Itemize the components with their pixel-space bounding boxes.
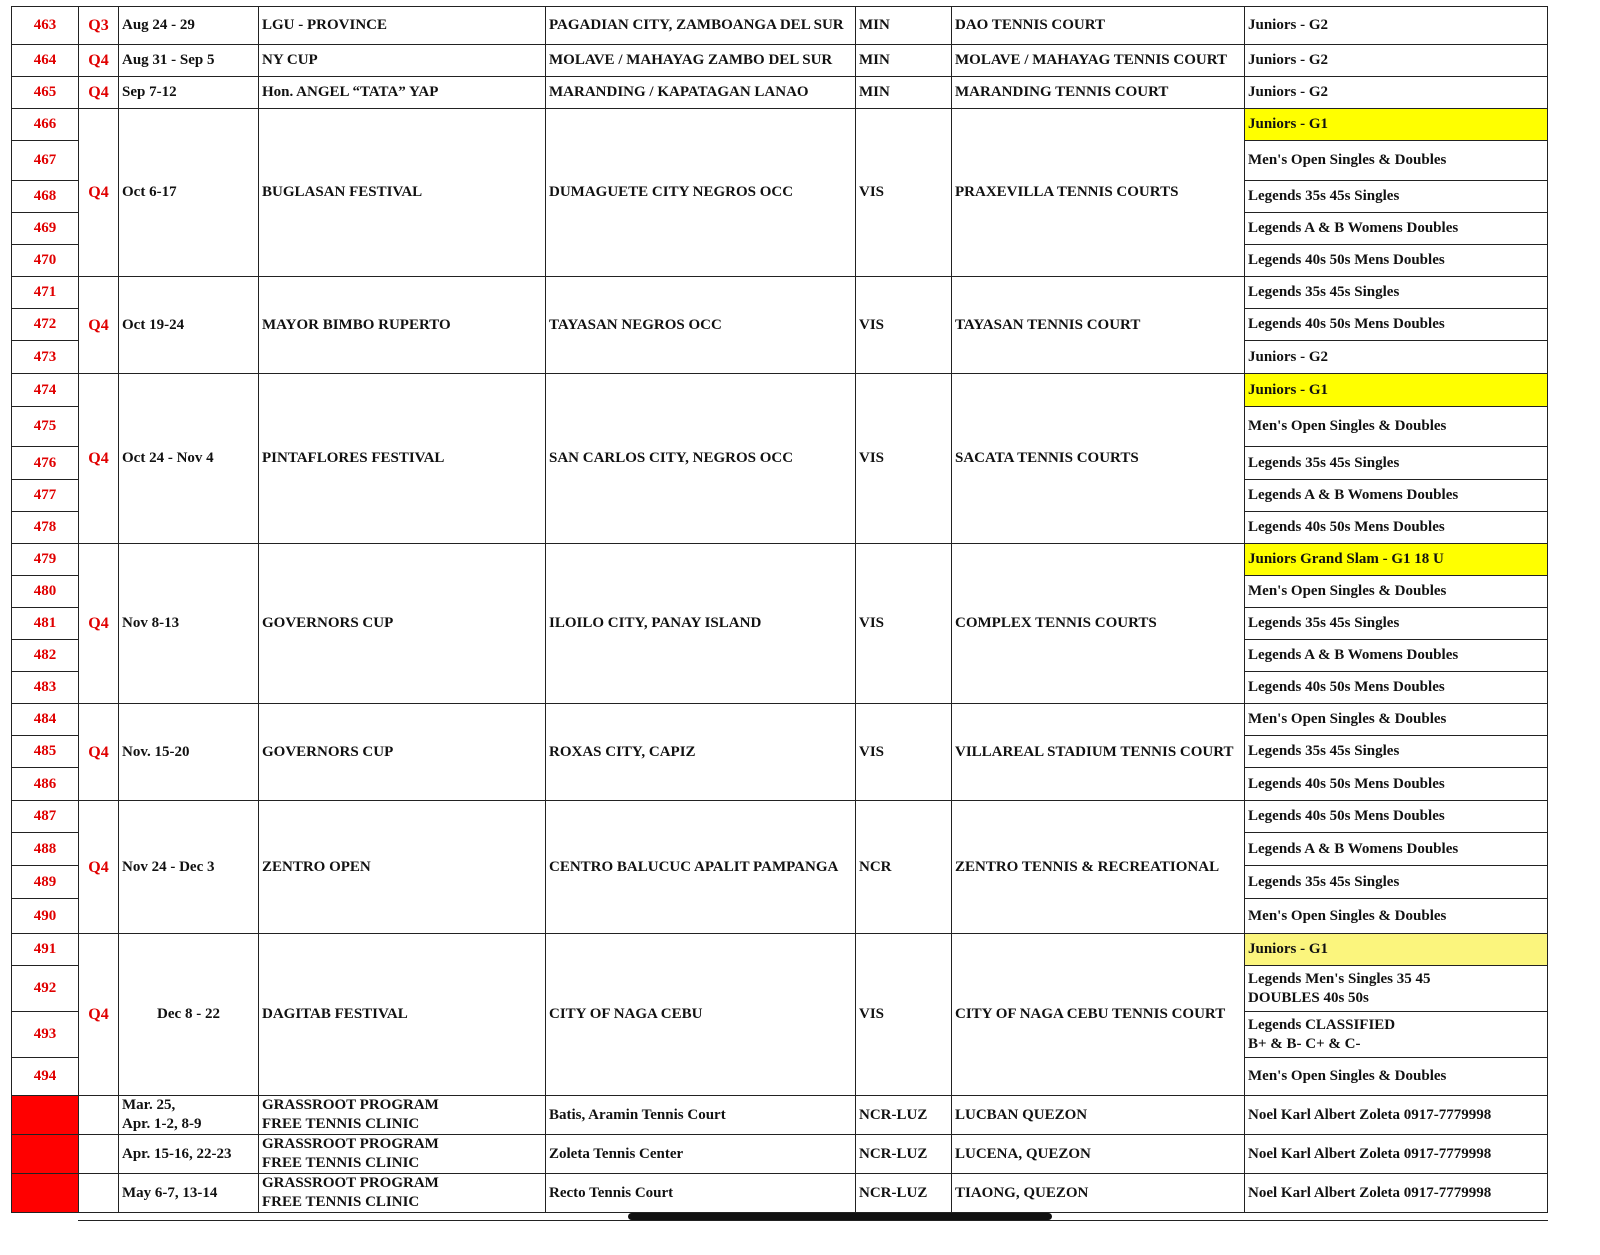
clinic-dates-line: Mar. 25, <box>122 1097 176 1113</box>
venue: VILLAREAL STADIUM TENNIS COURT <box>952 704 1245 801</box>
event-category-line: Legends 40s 50s Mens Doubles <box>1248 775 1445 792</box>
event-category-line: Juniors - G2 <box>1248 84 1329 100</box>
clinic-program-line: FREE TENNIS CLINIC <box>262 1155 420 1171</box>
event-dates: Dec 8 - 22 <box>119 934 259 1096</box>
bottom-border <box>78 1220 1548 1221</box>
region-code: VIS <box>856 934 952 1096</box>
region-code: VIS <box>856 704 952 801</box>
event-category-line: Legends A & B Womens Doubles <box>1248 487 1459 503</box>
event-category-line: Men's Open Singles & Doubles <box>1248 711 1447 727</box>
event-number: 471 <box>12 277 79 309</box>
event-category <box>1245 966 1548 1012</box>
clinic-program <box>259 1174 546 1213</box>
event-category <box>1245 7 1548 45</box>
event-category <box>1245 736 1548 768</box>
event-category-line: Legends A & B Womens Doubles <box>1248 647 1459 663</box>
event-number: 473 <box>12 341 79 374</box>
event-number: 479 <box>12 544 79 576</box>
schedule-row <box>12 45 1548 77</box>
event-category-line: Juniors Grand Slam - G1 18 U <box>1248 551 1444 567</box>
event-number: 481 <box>12 608 79 640</box>
event-number: 487 <box>12 801 79 833</box>
event-category-line: Juniors - G1 <box>1248 381 1329 398</box>
venue: ZENTRO TENNIS & RECREATIONAL <box>952 801 1245 934</box>
event-category <box>1245 407 1548 447</box>
event-number: 486 <box>12 768 79 801</box>
event-category-line: Legends 35s 45s Singles <box>1248 615 1400 631</box>
event-category <box>1245 77 1548 109</box>
event-dates: Sep 7-12 <box>119 77 259 109</box>
venue: COMPLEX TENNIS COURTS <box>952 544 1245 704</box>
red-marker <box>12 1096 79 1135</box>
tournament-title: LGU - PROVINCE <box>259 7 546 45</box>
region-code: VIS <box>856 277 952 374</box>
quarter: Q4 <box>79 801 119 934</box>
clinic-dates <box>119 1135 259 1174</box>
region-code: NCR <box>856 801 952 934</box>
event-number: 476 <box>12 447 79 480</box>
contact-person: Noel Karl Albert Zoleta 0917-7779998 <box>1245 1096 1548 1135</box>
quarter: Q4 <box>79 934 119 1096</box>
event-category-line: Legends A & B Womens Doubles <box>1248 840 1459 857</box>
event-category <box>1245 672 1548 704</box>
event-category-line: Juniors - G2 <box>1248 17 1329 33</box>
tournament-title: DAGITAB FESTIVAL <box>259 934 546 1096</box>
schedule-row <box>12 109 1548 141</box>
event-category <box>1245 512 1548 544</box>
tournament-title: GOVERNORS CUP <box>259 544 546 704</box>
event-number: 467 <box>12 141 79 181</box>
event-category <box>1245 576 1548 608</box>
event-category <box>1245 447 1548 480</box>
event-number: 470 <box>12 245 79 277</box>
quarter-empty <box>79 1096 119 1135</box>
region-code: VIS <box>856 374 952 544</box>
schedule-row <box>12 374 1548 407</box>
scroll-indicator[interactable] <box>628 1213 1052 1220</box>
venue: MARANDING TENNIS COURT <box>952 77 1245 109</box>
event-category <box>1245 866 1548 899</box>
quarter: Q4 <box>79 704 119 801</box>
event-category-line: Legends 35s 45s Singles <box>1248 873 1400 890</box>
event-number: 478 <box>12 512 79 544</box>
tournament-location: SAN CARLOS CITY, NEGROS OCC <box>546 374 856 544</box>
venue: PRAXEVILLA TENNIS COURTS <box>952 109 1245 277</box>
clinic-dates-line: Apr. 1-2, 8-9 <box>122 1116 202 1132</box>
event-category-line: B+ & B- C+ & C- <box>1248 1035 1361 1052</box>
event-number: 485 <box>12 736 79 768</box>
quarter-empty <box>79 1174 119 1213</box>
event-number: 483 <box>12 672 79 704</box>
event-number: 477 <box>12 480 79 512</box>
tournament-location: MARANDING / KAPATAGAN LANAO <box>546 77 856 109</box>
event-number: 492 <box>12 966 79 1012</box>
quarter: Q4 <box>79 277 119 374</box>
clinic-program-line: GRASSROOT PROGRAM <box>262 1136 439 1152</box>
event-category-line: Men's Open Singles & Doubles <box>1248 907 1447 924</box>
tournament-title: PINTAFLORES FESTIVAL <box>259 374 546 544</box>
schedule-row <box>12 77 1548 109</box>
event-number: 464 <box>12 45 79 77</box>
region-code: VIS <box>856 109 952 277</box>
schedule-row <box>12 704 1548 736</box>
schedule-table <box>11 6 1548 1213</box>
event-category-line: Legends CLASSIFIED <box>1248 1016 1396 1033</box>
event-category-line: Legends Men's Singles 35 45 <box>1248 970 1431 987</box>
event-category-line: Men's Open Singles & Doubles <box>1248 1068 1447 1084</box>
event-category <box>1245 934 1548 966</box>
event-number: 472 <box>12 309 79 341</box>
tournament-location: PAGADIAN CITY, ZAMBOANGA DEL SUR <box>546 7 856 45</box>
clinic-dates <box>119 1096 259 1135</box>
event-number: 489 <box>12 866 79 899</box>
tournament-location: TAYASAN NEGROS OCC <box>546 277 856 374</box>
event-category <box>1245 277 1548 309</box>
event-category-line: Legends 40s 50s Mens Doubles <box>1248 252 1445 268</box>
event-category-line: Legends 35s 45s Singles <box>1248 188 1400 204</box>
region-code: VIS <box>856 544 952 704</box>
quarter: Q4 <box>79 109 119 277</box>
event-category-line: Legends 40s 50s Mens Doubles <box>1248 679 1445 695</box>
venue: LUCBAN QUEZON <box>952 1096 1245 1135</box>
region-code: MIN <box>856 45 952 77</box>
schedule-row <box>12 801 1548 833</box>
event-category <box>1245 1058 1548 1096</box>
region-code: NCR-LUZ <box>856 1135 952 1174</box>
event-dates: Oct 6-17 <box>119 109 259 277</box>
event-dates: Aug 31 - Sep 5 <box>119 45 259 77</box>
event-category-line: Men's Open Singles & Doubles <box>1248 418 1447 434</box>
quarter: Q4 <box>79 544 119 704</box>
event-number: 494 <box>12 1058 79 1096</box>
quarter-empty <box>79 1135 119 1174</box>
tournament-title: BUGLASAN FESTIVAL <box>259 109 546 277</box>
clinic-location: Recto Tennis Court <box>546 1174 856 1213</box>
event-category <box>1245 833 1548 866</box>
event-number: 474 <box>12 374 79 407</box>
event-category <box>1245 109 1548 141</box>
tournament-title: MAYOR BIMBO RUPERTO <box>259 277 546 374</box>
venue: TAYASAN TENNIS COURT <box>952 277 1245 374</box>
event-category-line: Men's Open Singles & Doubles <box>1248 152 1447 168</box>
clinic-location: Zoleta Tennis Center <box>546 1135 856 1174</box>
tournament-title: NY CUP <box>259 45 546 77</box>
region-code: MIN <box>856 7 952 45</box>
event-category <box>1245 544 1548 576</box>
tournament-location: CENTRO BALUCUC APALIT PAMPANGA <box>546 801 856 934</box>
venue: SACATA TENNIS COURTS <box>952 374 1245 544</box>
event-category-line: Legends 35s 45s Singles <box>1248 743 1400 759</box>
clinic-program-line: FREE TENNIS CLINIC <box>262 1194 420 1210</box>
event-number: 465 <box>12 77 79 109</box>
tournament-location: DUMAGUETE CITY NEGROS OCC <box>546 109 856 277</box>
venue: DAO TENNIS COURT <box>952 7 1245 45</box>
event-category <box>1245 801 1548 833</box>
schedule-row <box>12 277 1548 309</box>
event-category-line: Juniors - G1 <box>1248 116 1329 132</box>
schedule-row <box>12 544 1548 576</box>
schedule-row <box>12 7 1548 45</box>
clinic-dates-line: May 6-7, 13-14 <box>122 1184 218 1201</box>
clinic-row <box>12 1096 1548 1135</box>
event-category-line: Legends A & B Womens Doubles <box>1248 220 1459 236</box>
venue: LUCENA, QUEZON <box>952 1135 1245 1174</box>
event-category <box>1245 341 1548 374</box>
event-category-line: Juniors - G1 <box>1248 941 1329 957</box>
contact-person: Noel Karl Albert Zoleta 0917-7779998 <box>1245 1174 1548 1213</box>
event-category <box>1245 1012 1548 1058</box>
quarter: Q4 <box>79 45 119 77</box>
event-category-line: DOUBLES 40s 50s <box>1248 989 1369 1006</box>
event-number: 475 <box>12 407 79 447</box>
event-number: 482 <box>12 640 79 672</box>
event-dates: Nov. 15-20 <box>119 704 259 801</box>
tournament-location: CITY OF NAGA CEBU <box>546 934 856 1096</box>
schedule-body <box>12 7 1548 1213</box>
event-category <box>1245 141 1548 181</box>
clinic-dates <box>119 1174 259 1213</box>
event-category-line: Juniors - G2 <box>1248 52 1329 68</box>
event-dates: Nov 24 - Dec 3 <box>119 801 259 934</box>
event-number: 468 <box>12 181 79 213</box>
event-dates: Oct 19-24 <box>119 277 259 374</box>
event-number: 491 <box>12 934 79 966</box>
event-category-line: Legends 40s 50s Mens Doubles <box>1248 808 1445 824</box>
event-category <box>1245 899 1548 934</box>
event-number: 488 <box>12 833 79 866</box>
event-category <box>1245 640 1548 672</box>
tournament-location: ILOILO CITY, PANAY ISLAND <box>546 544 856 704</box>
quarter: Q4 <box>79 374 119 544</box>
event-number: 484 <box>12 704 79 736</box>
clinic-program-line: GRASSROOT PROGRAM <box>262 1175 439 1191</box>
event-category-line: Legends 35s 45s Singles <box>1248 284 1400 300</box>
event-category-line: Legends 40s 50s Mens Doubles <box>1248 519 1445 535</box>
event-category <box>1245 245 1548 277</box>
event-category-line: Juniors - G2 <box>1248 348 1329 365</box>
region-code: NCR-LUZ <box>856 1174 952 1213</box>
event-number: 480 <box>12 576 79 608</box>
event-category-line: Legends 35s 45s Singles <box>1248 454 1400 471</box>
event-number: 469 <box>12 213 79 245</box>
event-category <box>1245 704 1548 736</box>
red-marker <box>12 1135 79 1174</box>
venue: TIAONG, QUEZON <box>952 1174 1245 1213</box>
event-category <box>1245 213 1548 245</box>
quarter: Q4 <box>79 77 119 109</box>
red-marker <box>12 1174 79 1213</box>
venue: CITY OF NAGA CEBU TENNIS COURT <box>952 934 1245 1096</box>
event-category <box>1245 608 1548 640</box>
contact-person: Noel Karl Albert Zoleta 0917-7779998 <box>1245 1135 1548 1174</box>
region-code: NCR-LUZ <box>856 1096 952 1135</box>
clinic-program <box>259 1135 546 1174</box>
event-category-line: Men's Open Singles & Doubles <box>1248 583 1447 599</box>
tournament-title: ZENTRO OPEN <box>259 801 546 934</box>
event-category <box>1245 181 1548 213</box>
tournament-location: MOLAVE / MAHAYAG ZAMBO DEL SUR <box>546 45 856 77</box>
clinic-location: Batis, Aramin Tennis Court <box>546 1096 856 1135</box>
clinic-dates-line: Apr. 15-16, 22-23 <box>122 1145 232 1162</box>
tournament-location: ROXAS CITY, CAPIZ <box>546 704 856 801</box>
event-category <box>1245 768 1548 801</box>
event-dates: Oct 24 - Nov 4 <box>119 374 259 544</box>
venue: MOLAVE / MAHAYAG TENNIS COURT <box>952 45 1245 77</box>
event-category <box>1245 45 1548 77</box>
clinic-program-line: FREE TENNIS CLINIC <box>262 1116 420 1132</box>
event-dates: Aug 24 - 29 <box>119 7 259 45</box>
event-dates: Nov 8-13 <box>119 544 259 704</box>
quarter: Q3 <box>79 7 119 45</box>
clinic-row <box>12 1135 1548 1174</box>
clinic-program <box>259 1096 546 1135</box>
event-category <box>1245 309 1548 341</box>
event-category <box>1245 480 1548 512</box>
clinic-row <box>12 1174 1548 1213</box>
event-number: 463 <box>12 7 79 45</box>
region-code: MIN <box>856 77 952 109</box>
tournament-title: Hon. ANGEL “TATA” YAP <box>259 77 546 109</box>
event-number: 490 <box>12 899 79 934</box>
schedule-row <box>12 934 1548 966</box>
tournament-title: GOVERNORS CUP <box>259 704 546 801</box>
event-category-line: Legends 40s 50s Mens Doubles <box>1248 316 1445 332</box>
event-category <box>1245 374 1548 407</box>
clinic-program-line: GRASSROOT PROGRAM <box>262 1097 439 1113</box>
event-number: 493 <box>12 1012 79 1058</box>
event-number: 466 <box>12 109 79 141</box>
